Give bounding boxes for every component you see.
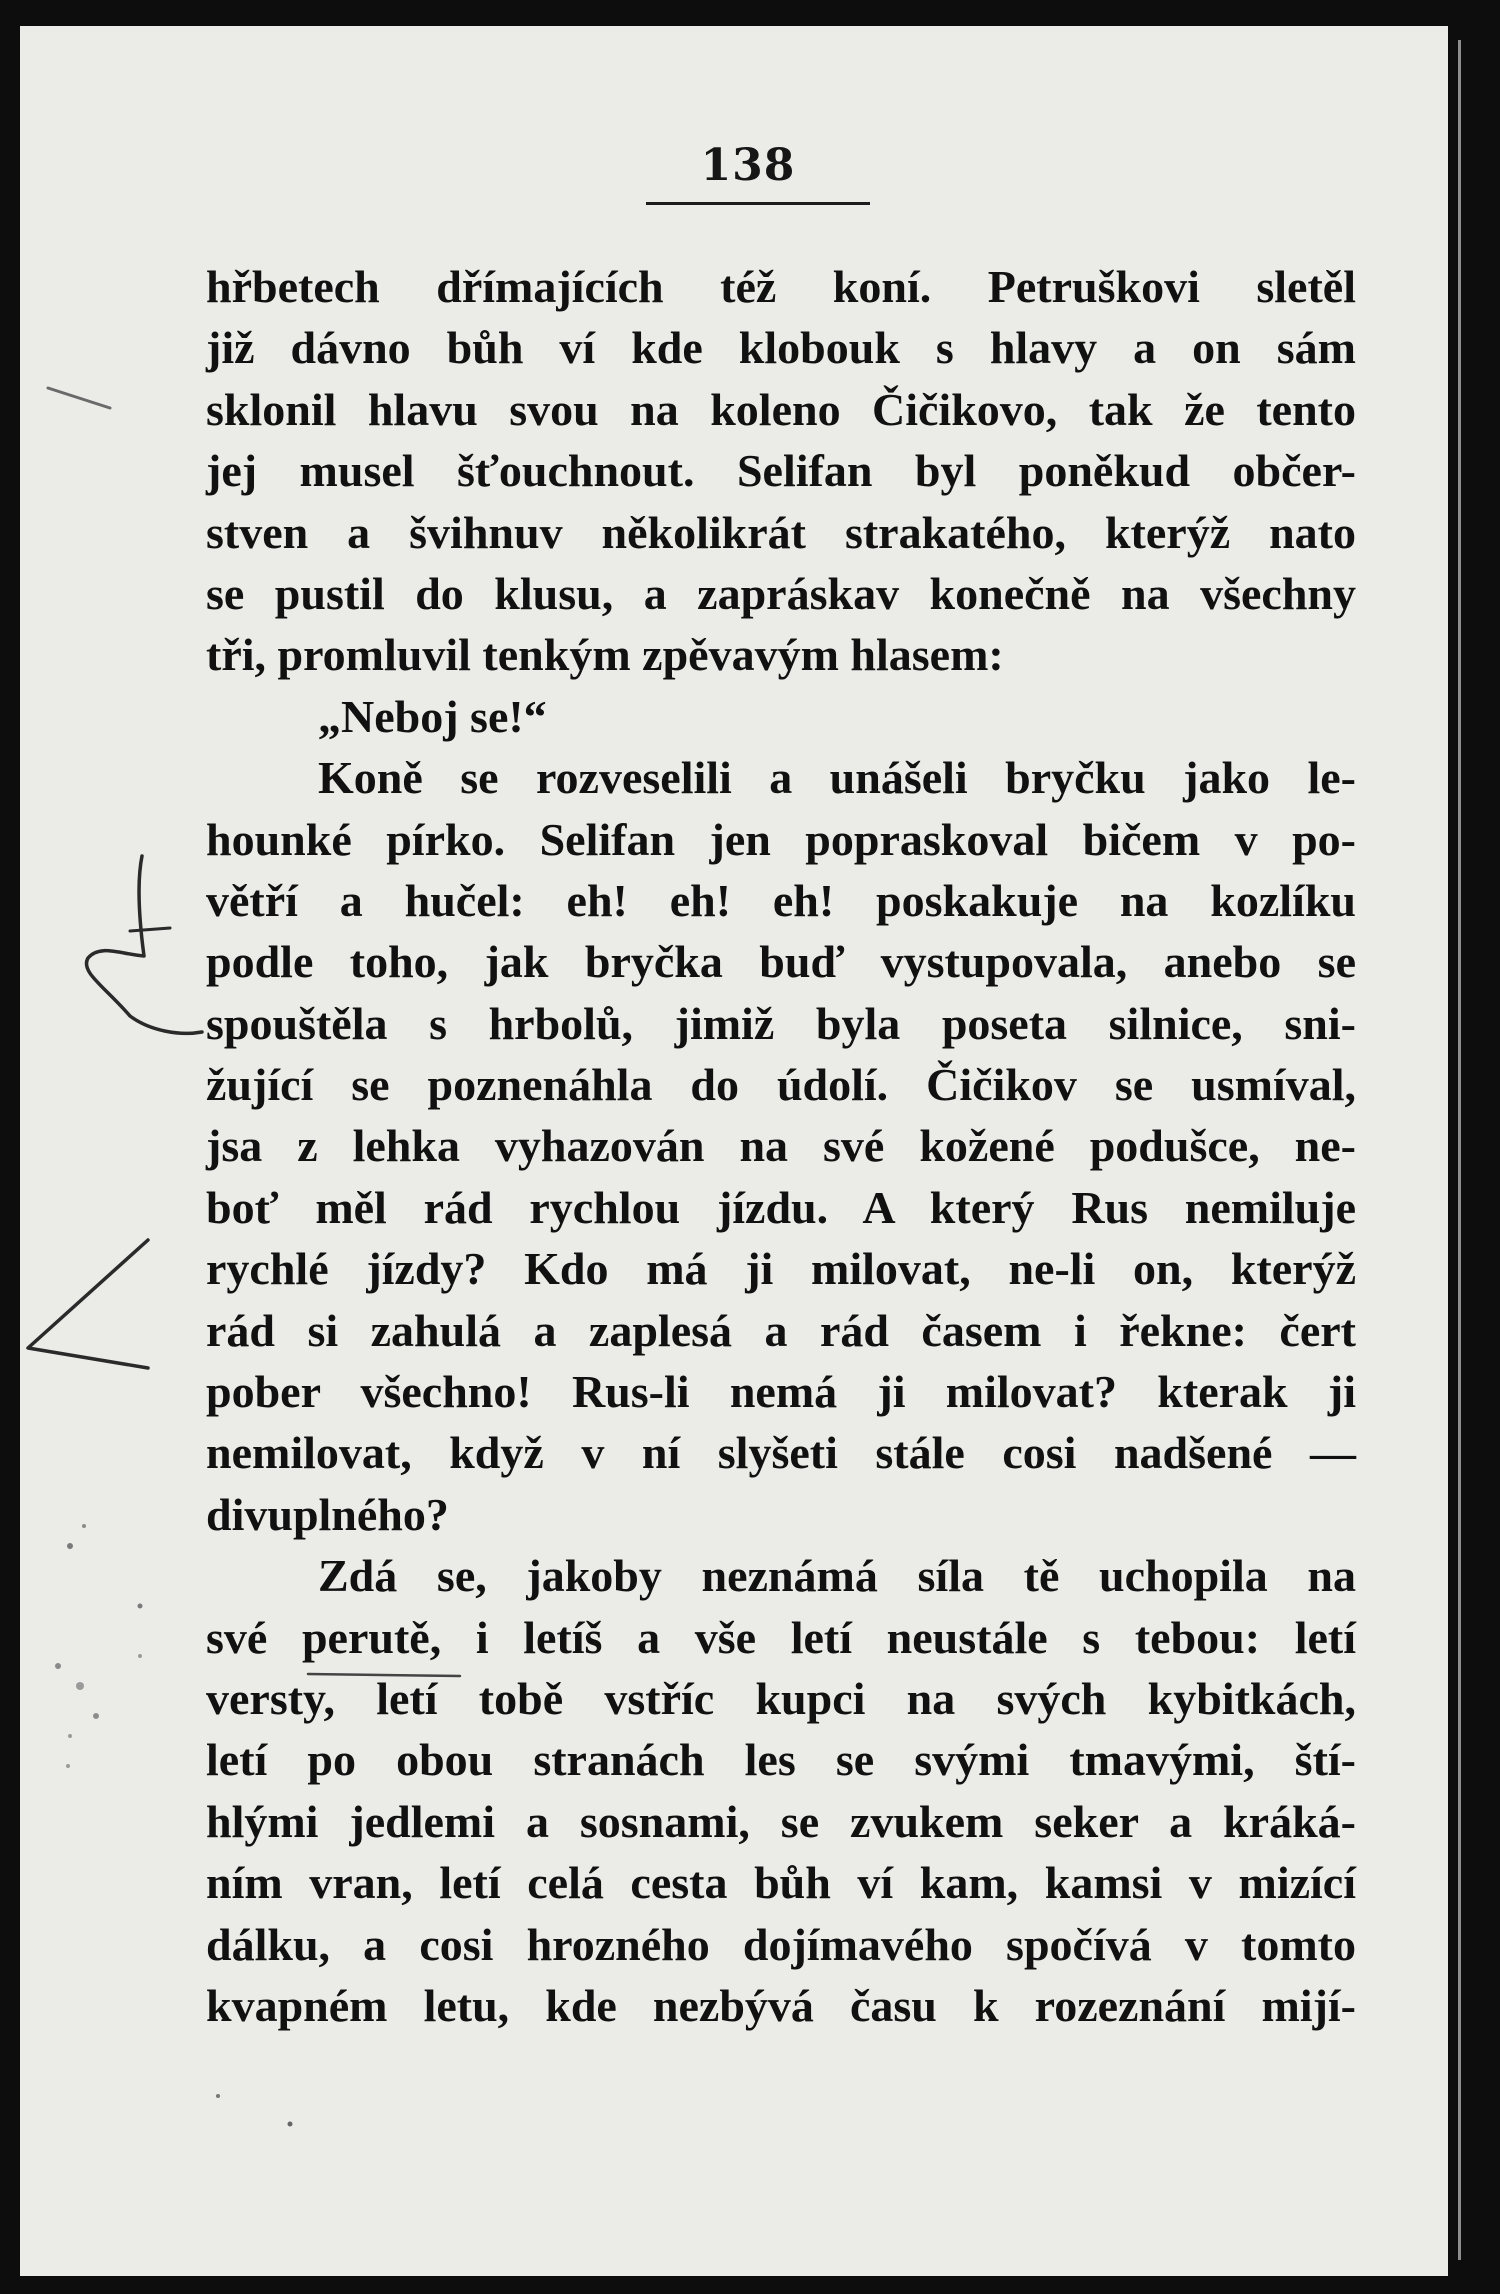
- paper-speck: [82, 1524, 86, 1528]
- paper-speck: [76, 1682, 84, 1690]
- text-line: Koně se rozveselili a unášeli bryčku jako le-: [318, 752, 1356, 804]
- page-edge-rule: [1458, 40, 1461, 2260]
- paper-speck: [66, 1764, 70, 1768]
- text-line: ním vran, letí celá cesta bůh ví kam, kamsi v mizící: [206, 1857, 1356, 1909]
- text-line: kvapném letu, kde nezbývá času k rozeznání mijí-: [206, 1979, 1356, 2031]
- text-line: již dávno bůh ví kde klobouk s hlavy a on sám: [206, 322, 1356, 374]
- book-page: [20, 26, 1448, 2276]
- text-line: jej musel šťouchnout. Selifan byl poněkud občer-: [206, 445, 1356, 497]
- text-line: „Neboj se!“: [318, 690, 547, 742]
- paper-speck: [93, 1713, 99, 1719]
- text-line: nemilovat, když v ní slyšeti stále cosi nadšené —: [206, 1427, 1356, 1479]
- text-line: své perutě, i letíš a vše letí neustále s tebou: letí: [206, 1611, 1356, 1663]
- text-line: versty, letí tobě vstříc kupci na svých kybitkách,: [206, 1672, 1356, 1724]
- text-line: sklonil hlavu svou na koleno Čičikovo, tak že tento: [206, 383, 1356, 435]
- paper-speck: [67, 1543, 73, 1549]
- text-line: pober všechno! Rus-li nemá ji milovat? kterak ji: [206, 1366, 1356, 1418]
- paper-speck: [138, 1604, 143, 1609]
- text-line: hřbetech dřímajících též koní. Petruškovi sletěl: [206, 261, 1356, 312]
- text-line: letí po obou stranách les se svými tmavými, ští-: [206, 1734, 1356, 1786]
- text-line: spouštěla s hrbolů, jimiž byla poseta silnice, sni-: [206, 997, 1356, 1049]
- text-line: Zdá se, jakoby neznámá síla tě uchopila na: [318, 1550, 1356, 1602]
- pencil-hook-mark: [86, 856, 202, 1033]
- pencil-angle-mark: [28, 1240, 148, 1368]
- text-line: rychlé jízdy? Kdo má ji milovat, ne-li on, kterýž: [206, 1243, 1356, 1295]
- text-line: tři, promluvil tenkým zpěvavým hlasem:: [206, 629, 1004, 681]
- pencil-dash-mark: [48, 388, 110, 408]
- body-text: [206, 256, 1356, 2036]
- text-line: jsa z lehka vyhazován na své kožené podušce, ne-: [206, 1120, 1356, 1172]
- pencil-hook-stroke: [130, 928, 170, 931]
- paper-speck: [216, 2094, 220, 2098]
- text-line: hlými jedlemi a sosnami, se zvukem seker a kráká-: [206, 1795, 1356, 1847]
- text-line: boť měl rád rychlou jízdu. A který Rus nemiluje: [206, 1181, 1356, 1233]
- text-line: se pustil do klusu, a zapráskav konečně na všechny: [206, 567, 1356, 619]
- text-line: divuplného?: [206, 1488, 449, 1540]
- text-line: větří a hučel: eh! eh! eh! poskakuje na kozlíku: [206, 874, 1356, 926]
- paper-speck: [68, 1734, 72, 1738]
- text-line: žující se poznenáhla do údolí. Čičikov se usmíval,: [206, 1059, 1356, 1111]
- text-line: hounké pírko. Selifan jen popraskoval bičem v po-: [206, 813, 1356, 865]
- text-line: rád si zahulá a zaplesá a rád časem i řekne: čert: [206, 1304, 1356, 1356]
- text-line: dálku, a cosi hrozného dojímavého spočívá v tomto: [206, 1918, 1356, 1970]
- paper-speck: [138, 1654, 142, 1658]
- page-number-rule: [646, 202, 870, 205]
- page-number: 138: [700, 140, 796, 191]
- text-line: stven a švihnuv několikrát strakatého, kterýž nato: [206, 506, 1356, 558]
- text-line: podle toho, jak bryčka buď vystupovala, anebo se: [206, 936, 1356, 988]
- paper-speck: [55, 1663, 61, 1669]
- paper-speck: [288, 2122, 293, 2127]
